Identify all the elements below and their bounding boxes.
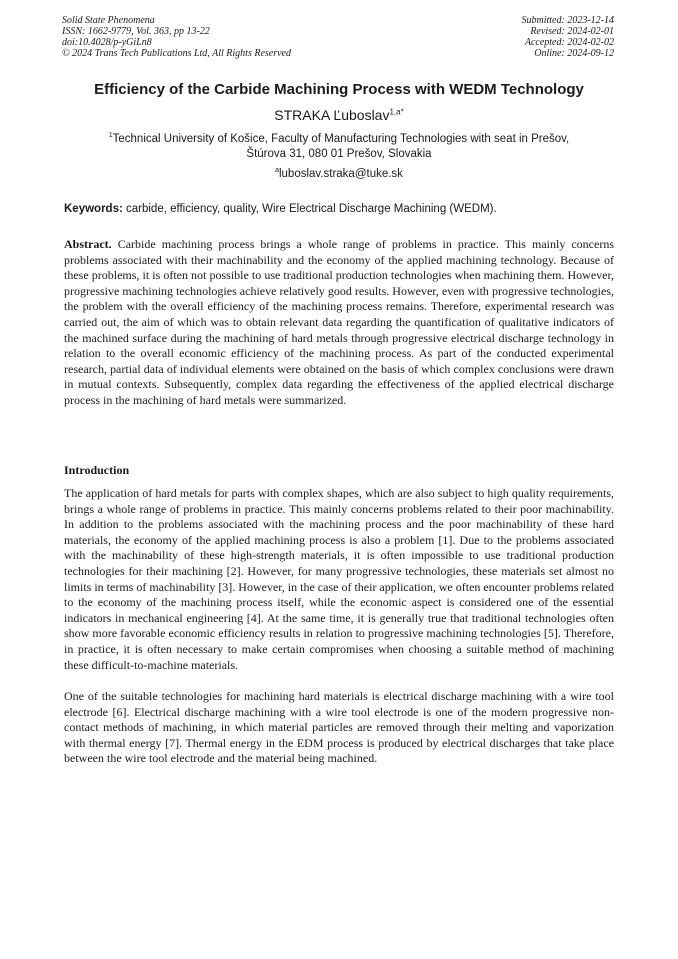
date-revised: Revised: 2024-02-01 <box>530 26 614 37</box>
affiliation-line-2: Štúrova 31, 080 01 Prešov, Slovakia <box>246 148 432 160</box>
introduction-paragraph: One of the suitable technologies for machining hard materials is electrical discharge machining with a wire tool electrode [6]. Electrical discharge machining with a wire tool electrode is one of the modern progressive non-contact methods of machining, in which material particles are removed through their melting and vaporization with thermal energy [7]. Thermal energy in the EDM process is produced by electrical discharges that take place between the wire tool electrode and the material being machined. <box>64 689 614 766</box>
author-name: STRAKA Ľuboslav <box>274 107 390 123</box>
email-address: luboslav.straka@tuke.sk <box>278 168 403 180</box>
journal-name: Solid State Phenomena <box>62 15 155 26</box>
author-email <box>0 167 678 182</box>
affiliation-line-1: $^1$Technical University of Košice, Faculty of Manufacturing Technologies with seat in Prešov, <box>108 132 570 145</box>
publication-dates <box>522 15 615 59</box>
journal-info <box>62 15 291 59</box>
journal-copyright: © 2024 Trans Tech Publications Ltd, All Rights Reserved <box>62 48 291 59</box>
author-line <box>0 106 678 124</box>
section-heading-introduction: Introduction <box>64 463 130 477</box>
date-submitted: Submitted: 2023-12-14 <box>521 15 614 26</box>
abstract-text: Carbide machining process brings a whole range of problems in practice. This mainly concerns problems associated with their machinability and the economy of the applied machining technology. Because of these problems, it is often not possible to use traditional production technologies when machining them. However, progressive machining technologies achieve relatively good results. However, even with progressive technologies, the problem with the overall efficiency of the machining process remains. Therefore, experimental research was carried out, the aim of which was to obtain relevant data regarding the quantification of qualitative indicators of the machined surface during the machining of hard metals through progressive electrical discharge technology in relation to the overall economic efficiency of the machining process. As part of the conducted experimental research, partial data of individual elements were obtained on the basis of which complex conclusions were drawn in mutual contexts. Subsequently, complex data regarding the effectiveness of the applied electrical discharge process in the machining of hard metals were summarized. <box>64 237 614 407</box>
journal-doi: doi:10.4028/p-yGiLn8 <box>62 37 152 48</box>
keywords-text: carbide, efficiency, quality, Wire Electrical Discharge Machining (WEDM). <box>126 203 497 215</box>
abstract <box>64 237 614 409</box>
email-marker: a <box>275 167 279 175</box>
keywords <box>64 202 616 217</box>
date-accepted: Accepted: 2024-02-02 <box>524 37 614 48</box>
author-superscript: 1,a* <box>389 107 404 117</box>
affiliation-marker: 1 <box>108 132 113 140</box>
date-online: Online: 2024-09-12 <box>534 48 614 59</box>
affiliation <box>60 132 618 162</box>
abstract-label: Abstract. <box>64 237 112 251</box>
journal-issn: ISSN: 1662-9779, Vol. 363, pp 13-22 <box>62 26 210 37</box>
introduction-paragraph: The application of hard metals for parts with complex shapes, which are also subject to high quality requirements, brings a whole range of problems in practice. This mainly concerns problems related to their poor machinability. In addition to the problems associated with the machining process and the poor machinability of these hard materials, the economy of the applied machining process is also a problem [1]. Due to the problems associated with the machinability of these high-strength materials, it is often impossible to use traditional production technologies for their machining [2]. However, for many progressive technologies, these materials set almost no limits in terms of machinability [3]. However, in the case of their application, we often encounter problems related to the economy of the machining process itself, while the economic aspect is considered one of the essential indicators in mechanical engineering [4]. At the same time, it is generally true that traditional technologies often show more favorable economic efficiency results in relation to progressive machining technologies [5]. Therefore, in practice, it is often necessary to make certain compromises when choosing a suitable method of machining these difficult-to-machine materials. <box>64 486 615 672</box>
keywords-label: Keywords: <box>64 203 123 215</box>
paper-title: Efficiency of the Carbide Machining Process with WEDM Technology <box>94 81 584 98</box>
